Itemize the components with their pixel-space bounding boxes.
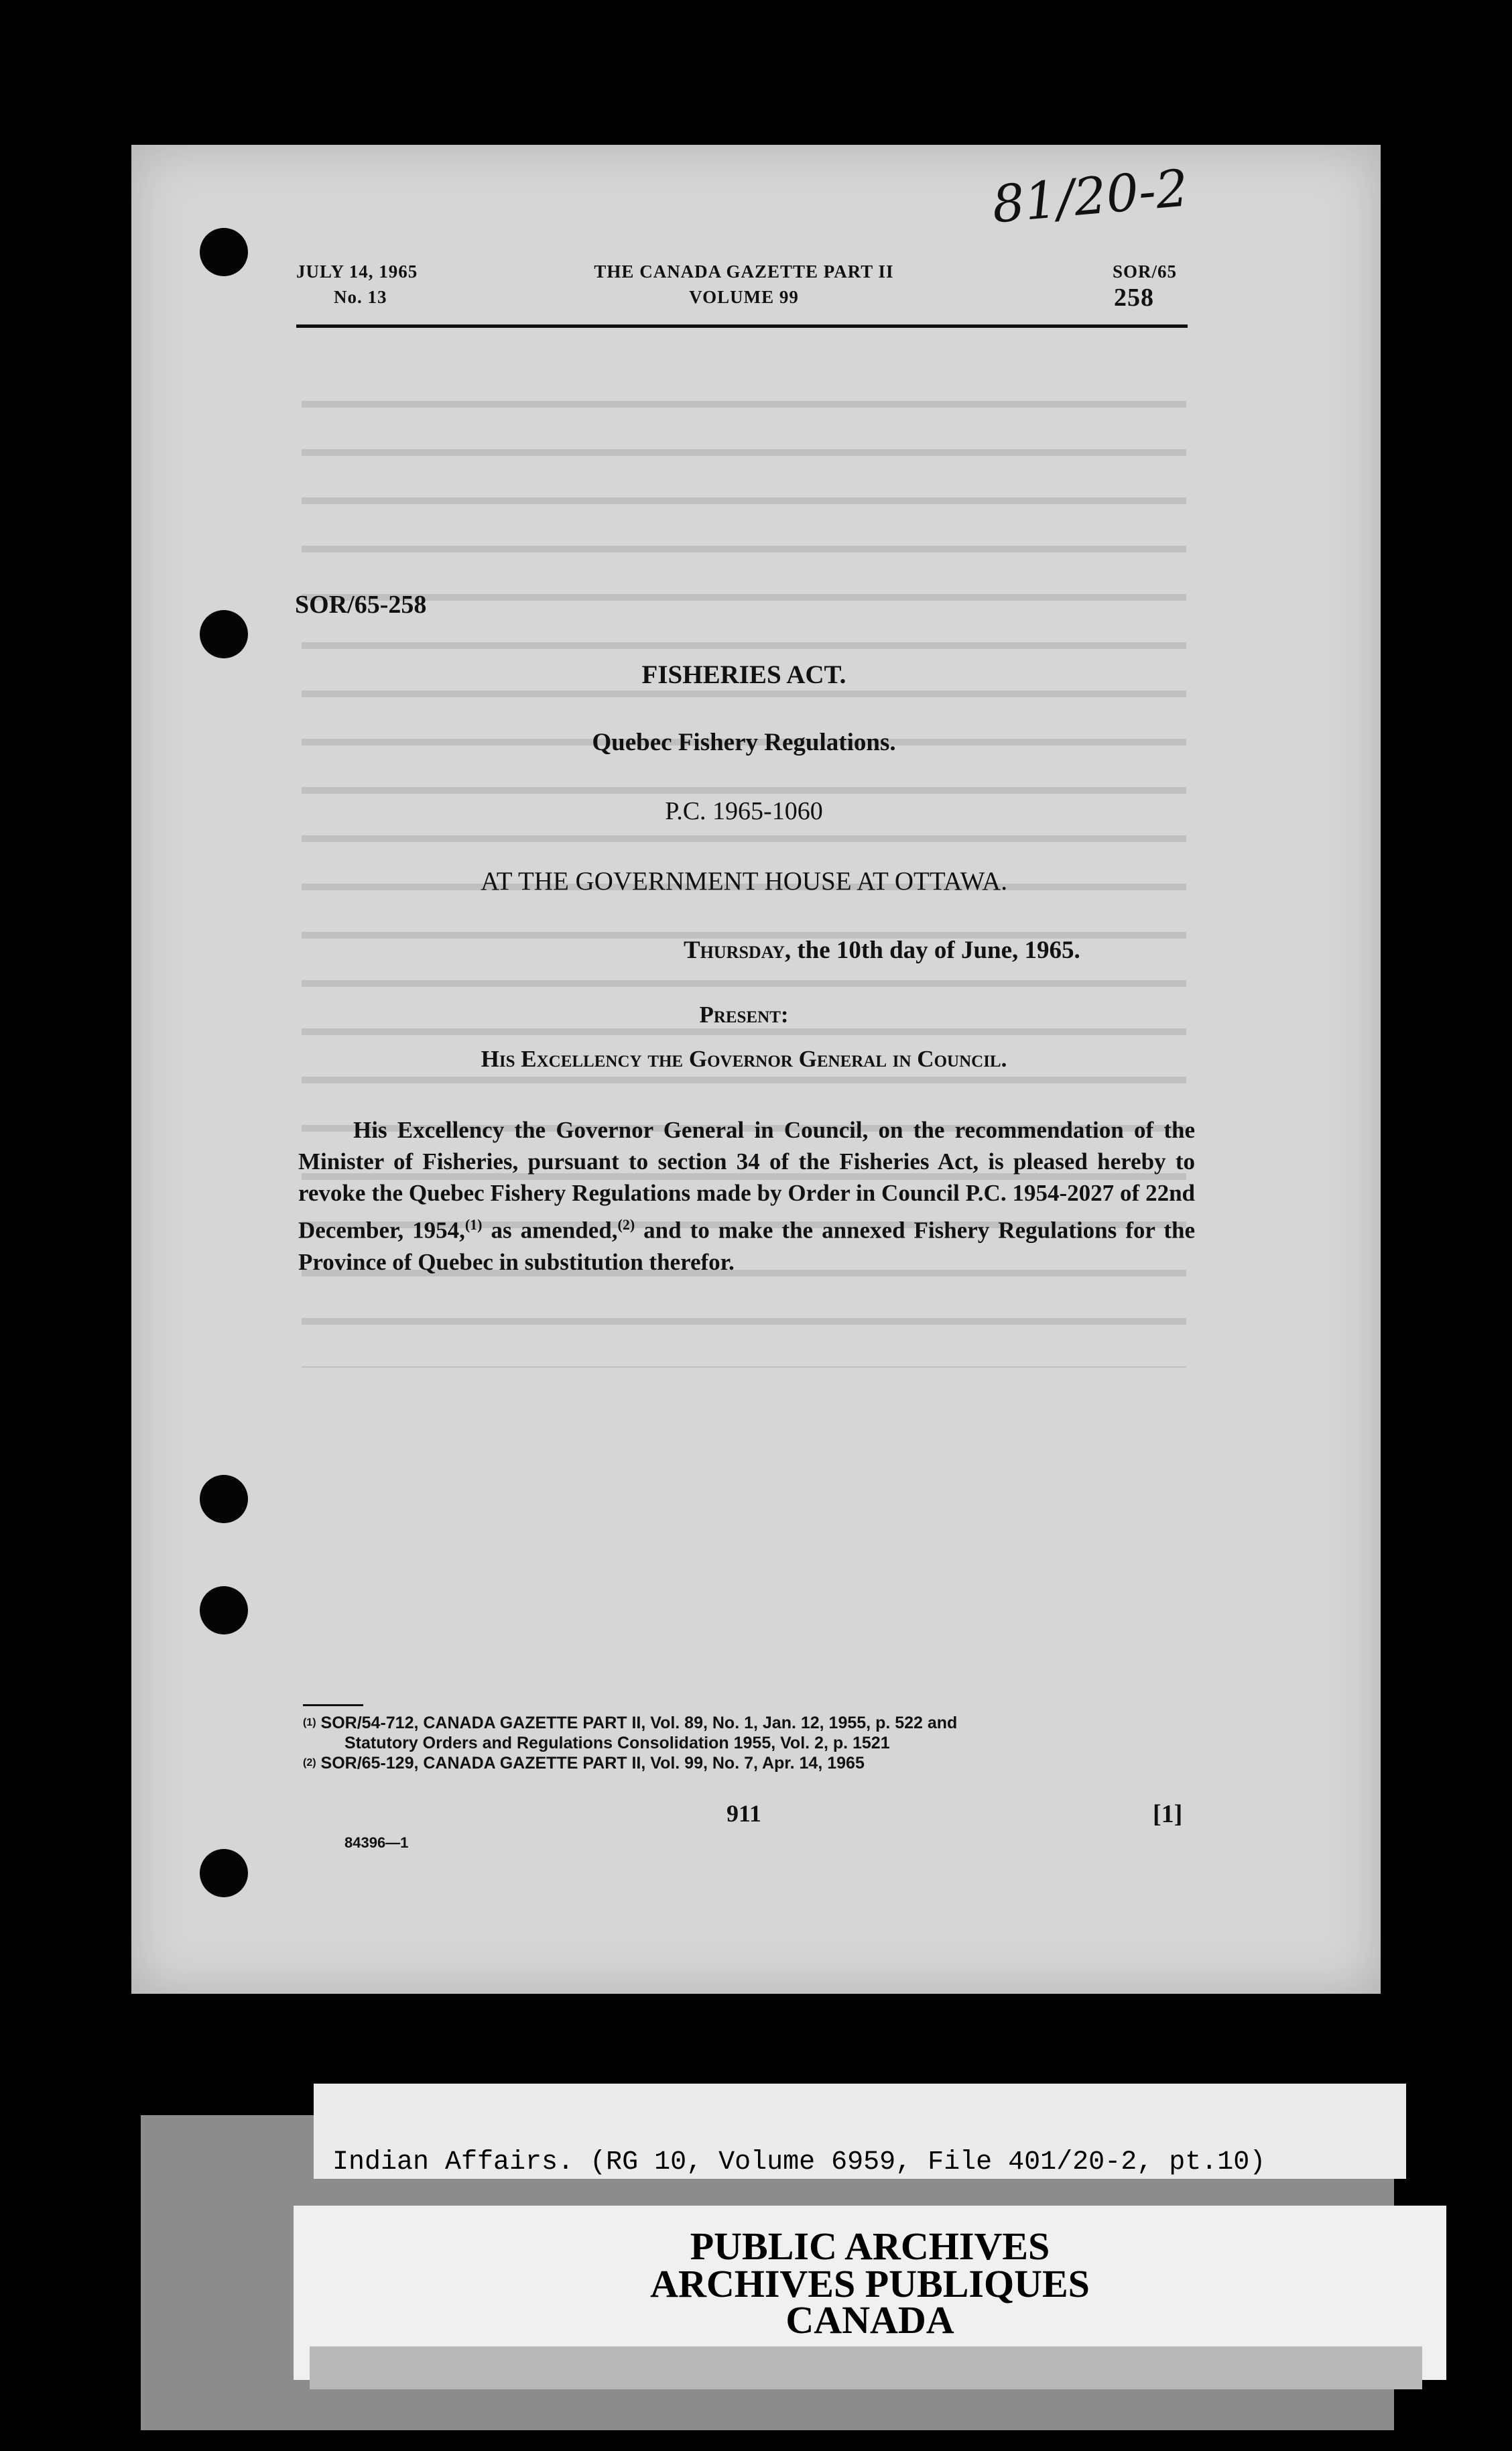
footnote-rule [303, 1704, 363, 1706]
archive-title-french: ARCHIVES PUBLIQUES [650, 2262, 1090, 2306]
body-ref-2: (2) [617, 1216, 635, 1233]
order-number: P.C. 1965-1060 [665, 797, 823, 825]
archive-title-country: CANADA [785, 2298, 954, 2342]
sheet-number: [1] [1153, 1800, 1183, 1828]
header-sor-number: 258 [1114, 284, 1154, 312]
date-rest: , the 10th day of June, 1965. [784, 937, 1080, 964]
header-rule [296, 324, 1188, 328]
archive-reference-label: Indian Affairs. (RG 10, Volume 6959, File 401/20-2, pt.10) [332, 2147, 1266, 2177]
footnote-1-marker: (1) [303, 1717, 316, 1728]
header-sor-year: SOR/65 [1113, 261, 1178, 282]
binder-hole-3 [200, 1475, 248, 1523]
binder-hole-4 [200, 1586, 248, 1634]
footnote-1-text: SOR/54-712, CANADA GAZETTE PART II, Vol. 89, No. 1, Jan. 12, 1955, p. 522 and [320, 1714, 958, 1732]
handwritten-file-number: 81/20-2 [989, 158, 1191, 235]
binder-hole-1 [200, 228, 248, 276]
regulation-title: Quebec Fishery Regulations. [592, 729, 896, 756]
date-line [684, 936, 1080, 965]
binder-hole-5 [200, 1849, 248, 1897]
archive-title-english: PUBLIC ARCHIVES [690, 2224, 1050, 2268]
body-part-2: as amended, [482, 1217, 618, 1244]
place-line: AT THE GOVERNMENT HOUSE AT OTTAWA. [480, 867, 1008, 896]
act-title: FISHERIES ACT. [641, 660, 846, 689]
body-ref-1: (1) [464, 1216, 483, 1233]
footnote-2-text: SOR/65-129, CANADA GAZETTE PART II, Vol. 99, No. 7, Apr. 14, 1965 [320, 1754, 865, 1773]
sor-number: SOR/65-258 [295, 591, 427, 619]
order-body-paragraph [298, 1114, 1195, 1278]
header-publication: THE CANADA GAZETTE PART II [594, 261, 894, 282]
page-number: 911 [726, 1800, 761, 1827]
archive-lower-strip [310, 2346, 1422, 2389]
footnote-1 [303, 1714, 1194, 1732]
footnote-2 [303, 1754, 1194, 1773]
print-code: 84396—1 [344, 1834, 409, 1851]
presence-line: His Excellency the Governor General in Council. [481, 1046, 1007, 1072]
footnote-2-marker: (2) [303, 1757, 316, 1769]
binder-hole-2 [200, 610, 248, 658]
body-part-1: His Excellency the Governor General in Council, on the recommendation of the Minister of Fisheries, pursuant to section 34 of the Fisheries Act, is pleased hereby to revoke the Quebec Fishery Regulations made by Order in Council P.C. 1954-2027 of 22nd December, 1954, [298, 1117, 1195, 1244]
date-day: Thursday [684, 937, 785, 964]
footnote-1-continued: Statutory Orders and Regulations Consolidation 1955, Vol. 2, p. 1521 [344, 1734, 890, 1752]
present-heading: Present: [699, 1002, 789, 1028]
header-volume: VOLUME 99 [689, 287, 799, 307]
body-part-3: and to make the annexed Fishery Regulations for the Province of Quebec in substitution therefor. [298, 1217, 1195, 1275]
header-date: JULY 14, 1965 [296, 261, 418, 282]
header-number: No. 13 [334, 287, 387, 307]
